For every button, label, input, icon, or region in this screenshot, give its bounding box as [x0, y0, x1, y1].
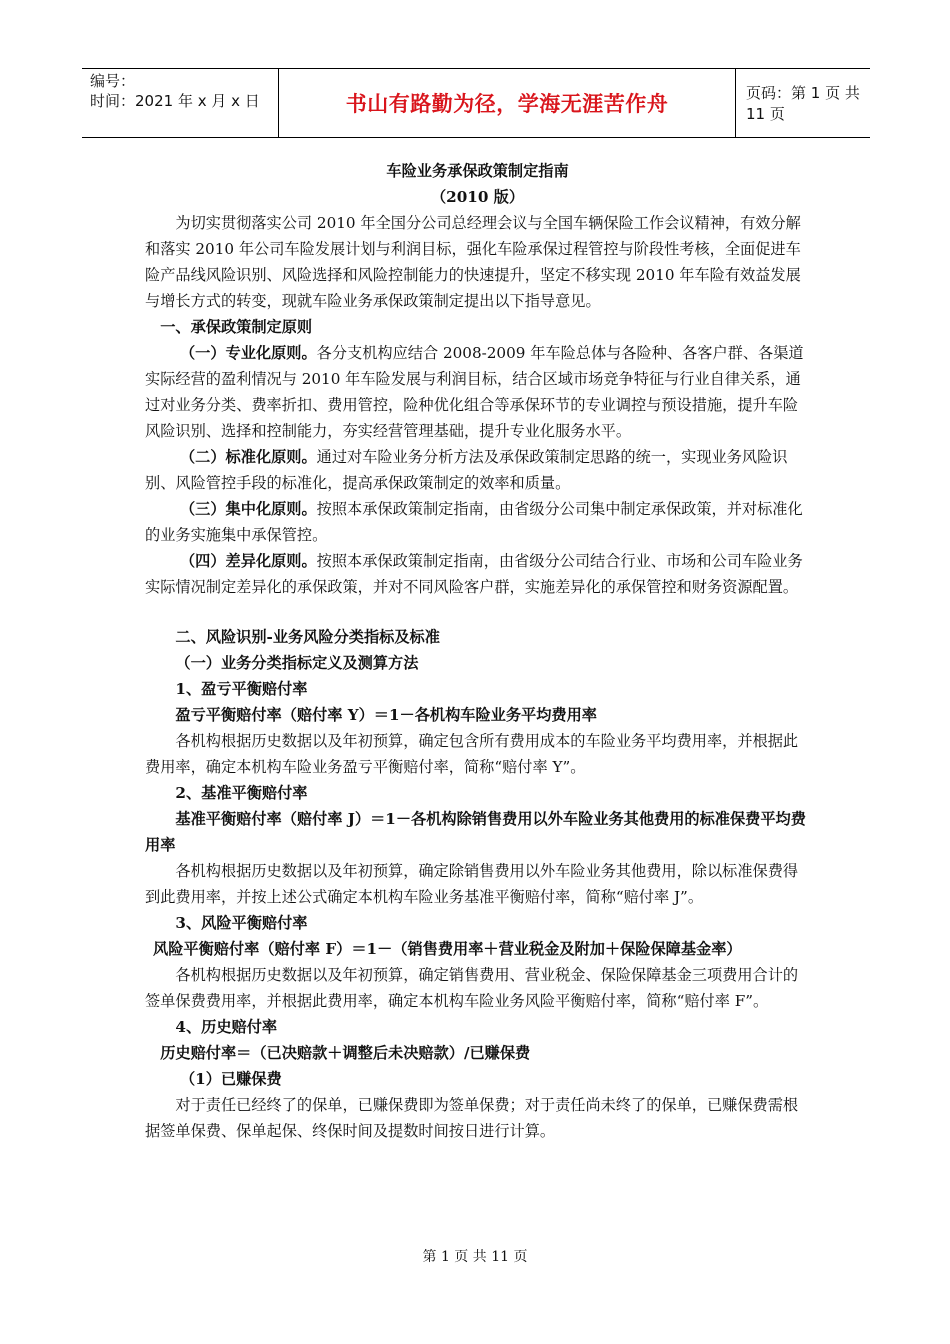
section2-subheading: （一）业务分类指标定义及测算方法	[175, 654, 419, 672]
item2-heading: 2、基准平衡赔付率	[175, 784, 308, 802]
header-table	[82, 68, 870, 138]
principle-1-text: 各分支机构应结合 2008-2009 年车险总体与各险种、各客户群、各渠道实际经营的盈利情况与 2010 年车险发展与利润目标，结合区域市场竞争特征与行业自律关系，通过对业务分类、费率折扣、费用管控，险种优化组合等承保环节的专业调控与预设措施，提升车险风险识别、选择和控制能力，夯实经营管理基础，提升专业化服务水平。	[145, 344, 804, 440]
header-page-cell	[736, 69, 870, 137]
principle-1-lead: （一）专业化原则。	[179, 344, 317, 362]
item4-text: 对于责任已经终了的保单，已赚保费即为签单保费；对于责任尚未终了的保单，已赚保费需根据签单保费、保单起保、终保时间及提数时间按日进行计算。	[145, 1096, 799, 1140]
item3-text: 各机构根据历史数据以及年初预算，确定销售费用、营业税金、保险保障基金三项费用合计的签单保费费用率，并根据此费用率，确定本机构车险业务风险平衡赔付率，简称“赔付率 F”。	[145, 966, 799, 1010]
item2-text: 各机构根据历史数据以及年初预算，确定除销售费用以外车险业务其他费用，除以标准保费得到此费用率，并按上述公式确定本机构车险业务基准平衡赔付率，简称“赔付率 J”。	[145, 862, 799, 906]
principle-3-lead: （三）集中化原则。	[179, 500, 317, 518]
item3-heading: 3、风险平衡赔付率	[175, 914, 308, 932]
principle-2	[145, 444, 810, 496]
item1-text: 各机构根据历史数据以及年初预算，确定包含所有费用成本的车险业务平均费用率，并根据此费用率，确定本机构车险业务盈亏平衡赔付率，简称“赔付率 Y”。	[145, 732, 799, 776]
intro-paragraph: 为切实贯彻落实公司 2010 年全国分公司总经理会议与全国车辆保险工作会议精神，有效分解和落实 2010 年公司车险发展计划与利润目标，强化车险承保过程管控与阶段性考核，全面促进车险产品线风险识别、风险选择和风险控制能力的快速提升，坚定不移实现 2010 年车险有效益发展与增长方式的转变，现就车险业务承保政策制定提出以下指导意见。	[145, 214, 801, 310]
principle-1	[145, 340, 810, 444]
principle-4-text: 按照本承保政策制定指南，由省级分公司结合行业、市场和公司车险业务实际情况制定差异化的承保政策，并对不同风险客户群，实施差异化的承保管控和财务资源配置。	[145, 552, 803, 596]
motto-text: 书山有路勤为径，学海无涯苦作舟	[345, 92, 669, 116]
page-footer: 第 1 页 共 11 页	[422, 1249, 528, 1265]
principle-2-text: 通过对车险业务分析方法及承保政策制定思路的统一，实现业务风险识别、风险管控手段的标准化，提高承保政策制定的效率和质量。	[145, 448, 788, 492]
item4-heading: 4、历史赔付率	[175, 1018, 278, 1036]
doc-subtitle: （2010 版）	[430, 188, 525, 206]
principle-3-text: 按照本承保政策制定指南，由省级分公司集中制定承保政策，并对标准化的业务实施集中承保管控。	[145, 500, 803, 544]
principle-4	[145, 548, 810, 600]
principle-3	[145, 496, 810, 548]
item1-formula: 盈亏平衡赔付率（赔付率 Y）＝1－各机构车险业务平均费用率	[175, 706, 597, 724]
doc-title: 车险业务承保政策制定指南	[386, 162, 569, 180]
section2-heading: 二、风险识别-业务风险分类指标及标准	[175, 628, 440, 646]
document-body	[145, 158, 810, 1144]
section1-heading: 一、承保政策制定原则	[160, 318, 313, 336]
item1-heading: 1、盈亏平衡赔付率	[175, 680, 308, 698]
header-meta	[82, 69, 278, 137]
principle-4-lead: （四）差异化原则。	[179, 552, 317, 570]
item4-subheading: （1）已赚保费	[179, 1070, 282, 1088]
page-label: 页码：第 1 页 共 11 页	[746, 84, 860, 123]
item2-formula: 基准平衡赔付率（赔付率 J）＝1－各机构除销售费用以外车险业务其他费用的标准保费平均费用率	[145, 810, 806, 854]
number-label: 编号：	[90, 72, 136, 90]
time-label: 时间：2021 年 x 月 x 日	[90, 92, 260, 110]
header-motto-cell	[278, 69, 736, 137]
section-gap	[145, 600, 810, 624]
principle-2-lead: （二）标准化原则。	[179, 448, 317, 466]
item4-formula: 历史赔付率＝（已决赔款＋调整后未决赔款）/已赚保费	[160, 1044, 531, 1062]
item3-formula: 风险平衡赔付率（赔付率 F）＝1－（销售费用率＋营业税金及附加＋保险保障基金率）	[153, 940, 742, 958]
